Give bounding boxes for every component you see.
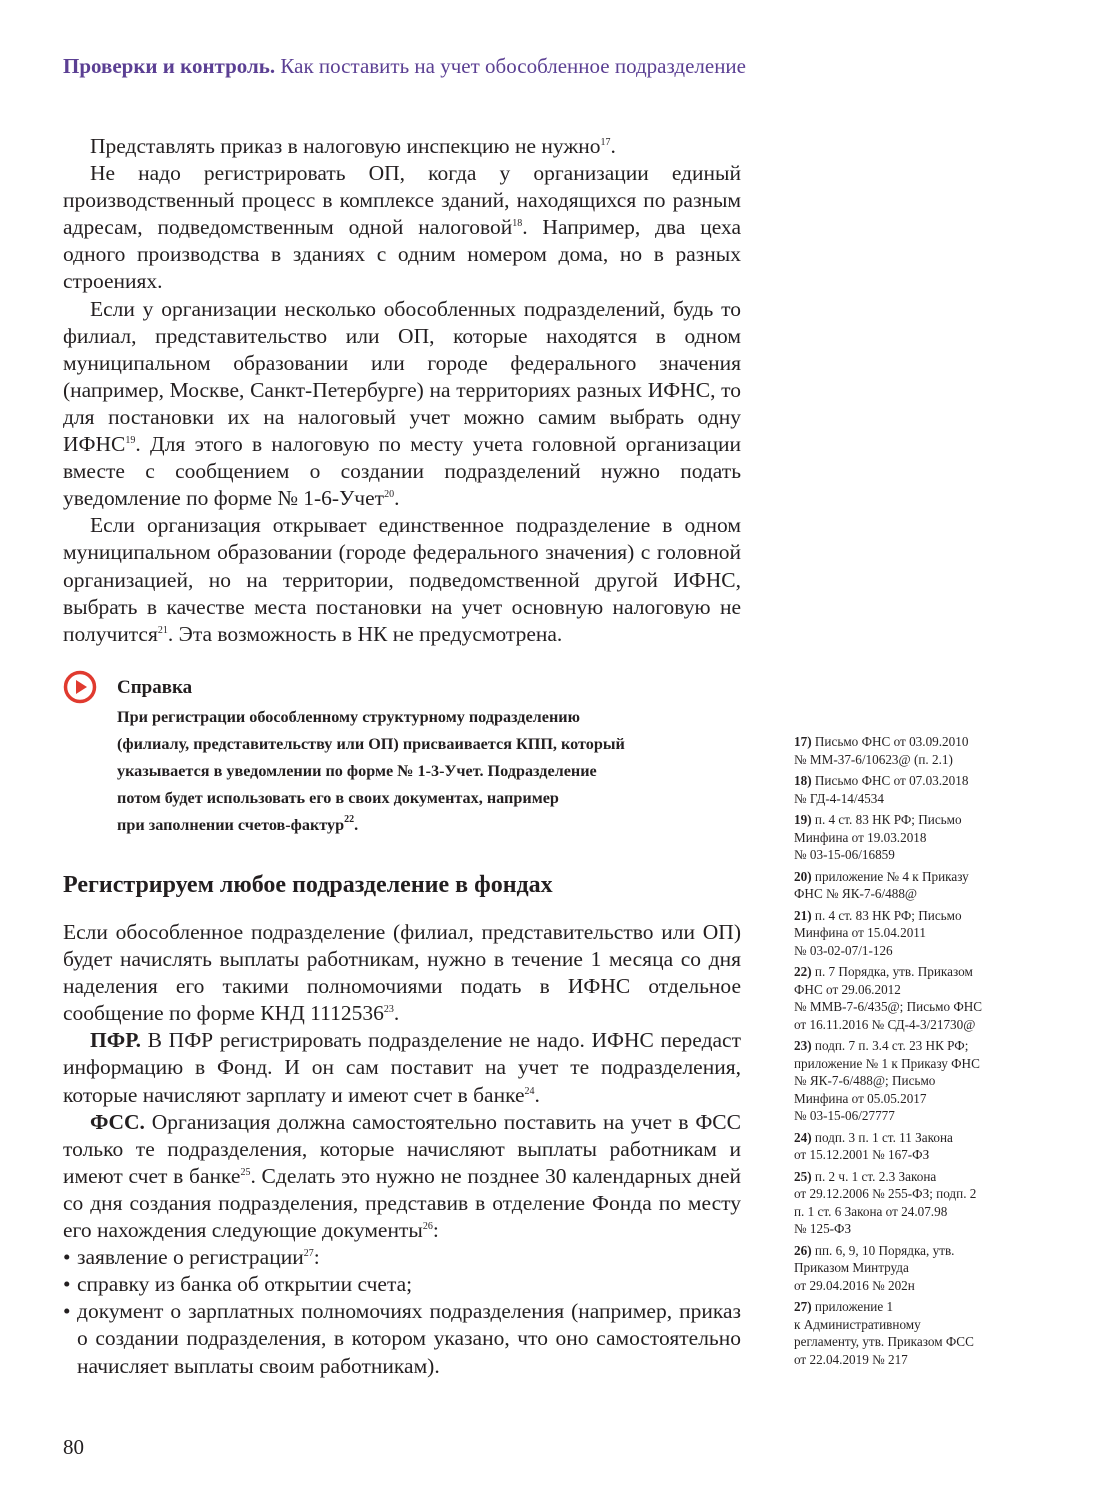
header-title: Как поставить на учет обособленное подразделение: [280, 54, 746, 78]
footnote-ref[interactable]: 17: [600, 137, 611, 148]
footnote-ref[interactable]: 18: [512, 218, 523, 230]
footnote-ref[interactable]: 25: [240, 1166, 251, 1178]
header-section: Проверки и контроль.: [63, 54, 276, 78]
play-icon: [63, 670, 97, 704]
footnote-number: 18): [794, 773, 812, 788]
footnote: 27) приложение 1 к Административному регламенту, утв. Приказом ФСС от 22.04.2019 № 217: [794, 1299, 974, 1367]
footnote-number: 19): [794, 812, 812, 827]
footnote-number: 27): [794, 1299, 812, 1314]
footnote-number: 21): [794, 907, 812, 923]
list-item: • документ о зарплатных полномочиях подразделения (например, приказ о создании подразделения, в котором указано, что оно самостоятельно начисляет выплаты своим работникам).: [63, 1298, 741, 1379]
footnote: 18) Письмо ФНС от 07.03.2018 № ГД-4-14/4534: [794, 773, 969, 806]
intro-text: [63, 133, 741, 648]
paragraph-lead: ФСС.: [90, 1109, 145, 1134]
footnote-ref[interactable]: 21: [157, 624, 168, 636]
document-list: [63, 1244, 741, 1379]
note-title: Справка: [117, 677, 193, 698]
footnote-ref[interactable]: 24: [524, 1085, 535, 1097]
section-heading: Регистрируем любое подразделение в фондах: [63, 872, 553, 898]
footnote: 26) пп. 6, 9, 10 Порядка, утв. Приказом Минтруда от 29.04.2016 № 202н: [794, 1242, 955, 1293]
paragraph: Не надо регистрировать ОП, когда у организации единый производственный процесс в комплексе зданий, находящихся по разным адресам, подведомственным одной налоговой$^{18}$. Например, два цеха одного производства в зданиях с одним номером дома, но в разных строениях.: [63, 161, 741, 294]
footnote: 24) подп. 3 п. 1 ст. 11 Закона от 15.12.2001 № 167-ФЗ: [794, 1129, 953, 1162]
footnotes: [794, 733, 1034, 1372]
footnote-ref[interactable]: 26: [422, 1221, 433, 1233]
footnote: 21) п. 4 ст. 83 НК РФ; Письмо Минфина от 15.04.2011 № 03-02-07/1-126: [794, 907, 962, 958]
paragraph: Представлять приказ в налоговую инспекцию не нужно$^{17}$.: [90, 134, 616, 158]
footnote-ref[interactable]: 22: [344, 814, 355, 825]
paragraph: Если организация открывает единственное подразделение в одном муниципальном образовании (городе федерального значения) с головной организацией, но на территории, подведомственной другой ИФНС, выбрать в качестве места постановки на учет основную налоговую не получится$^{21}$. Эта возможность в НК не предусмотрена.: [63, 513, 741, 646]
paragraph: ФСС. Организация должна самостоятельно поставить на учет в ФСС только те подразделения, которые начисляют выплаты работникам и имеют счет в банке$^{25}$. Сделать это нужно не позднее 30 календарных дней со дня создания подразделения, представив в отделение Фонда по месту его нахождения следующие документы$^{26}$:: [63, 1109, 741, 1243]
paragraph: ПФР. В ПФР регистрировать подразделение не надо. ИФНС передаст информацию в Фонд. И он сам поставит на учет те подразделения, которые начисляют зарплату и имеют счет в банке$^{24}$.: [63, 1028, 741, 1107]
footnote-number: 26): [794, 1242, 812, 1258]
section-body: [63, 919, 741, 1380]
footnote-number: 24): [794, 1129, 812, 1145]
footnote-ref[interactable]: 27: [303, 1248, 314, 1260]
list-item: • справку из банка об открытии счета;: [63, 1271, 741, 1298]
footnote-number: 20): [794, 868, 812, 884]
running-header: [63, 54, 746, 79]
paragraph: Если у организации несколько обособленных подразделений, будь то филиал, представительство или ОП, которые находятся в одном муниципальном образовании или городе федерального значения (например, Москве, Санкт-Петербурге) на территориях разных ИФНС, то для постановки их на налоговый учет можно самим выбрать одну ИФНС$^{19}$. Для этого в налоговую по месту учета головной организации вместе с сообщением о создании подразделений нужно подать уведомление по форме № 1-6-Учет$^{20}$.: [63, 296, 741, 511]
footnote: 19) п. 4 ст. 83 НК РФ; Письмо Минфина от 19.03.2018 № 03-15-06/16859: [794, 812, 962, 862]
footnote-number: 25): [794, 1168, 812, 1184]
footnote: 20) приложение № 4 к Приказу ФНС № ЯК-7-6/488@: [794, 868, 969, 901]
footnote-ref[interactable]: 23: [383, 1004, 394, 1016]
paragraph: Если обособленное подразделение (филиал, представительство или ОП) будет начислять выплаты работникам, нужно в течение 1 месяца со дня наделения его такими полномочиями подать в ИФНС отдельное сообщение по форме КНД 1112536$^{23}$.: [63, 920, 741, 1026]
footnote: 22) п. 7 Порядка, утв. Приказом ФНС от 29.06.2012 № ММВ-7-6/435@; Письмо ФНС от 16.11.2016 № СД-4-3/21730@: [794, 964, 983, 1032]
footnote: 17) Письмо ФНС от 03.09.2010 № ММ-37-6/10623@ (п. 2.1): [794, 734, 969, 767]
footnote-ref[interactable]: 19: [125, 435, 136, 447]
footnote-number: 22): [794, 964, 812, 979]
paragraph-lead: ПФР.: [90, 1028, 142, 1053]
footnote-number: 23): [794, 1038, 812, 1053]
footnote: 25) п. 2 ч. 1 ст. 2.3 Закона от 29.12.2006 № 255-ФЗ; подп. 2 п. 1 ст. 6 Закона от 24.07.98 № 125-ФЗ: [794, 1168, 977, 1236]
note-text: При регистрации обособленному структурному подразделению (филиалу, представительству или ОП) присваивается КПП, который указывается в уведомлении по форме № 1-3-Учет. Подразделение потом будет использовать его в своих документах, например при заполнении счетов-фактур$^{22}$.: [117, 708, 625, 834]
footnote-ref[interactable]: 20: [384, 489, 395, 501]
list-item: • заявление о регистрации$^{27}$:: [63, 1244, 741, 1271]
footnote: 23) подп. 7 п. 3.4 ст. 23 НК РФ; приложение № 1 к Приказу ФНС № ЯК-7-6/488@; Письмо Минфина от 05.05.2017 № 03-15-06/27777: [794, 1038, 980, 1123]
page-number: 80: [63, 1435, 84, 1459]
footnote-number: 17): [794, 734, 812, 749]
